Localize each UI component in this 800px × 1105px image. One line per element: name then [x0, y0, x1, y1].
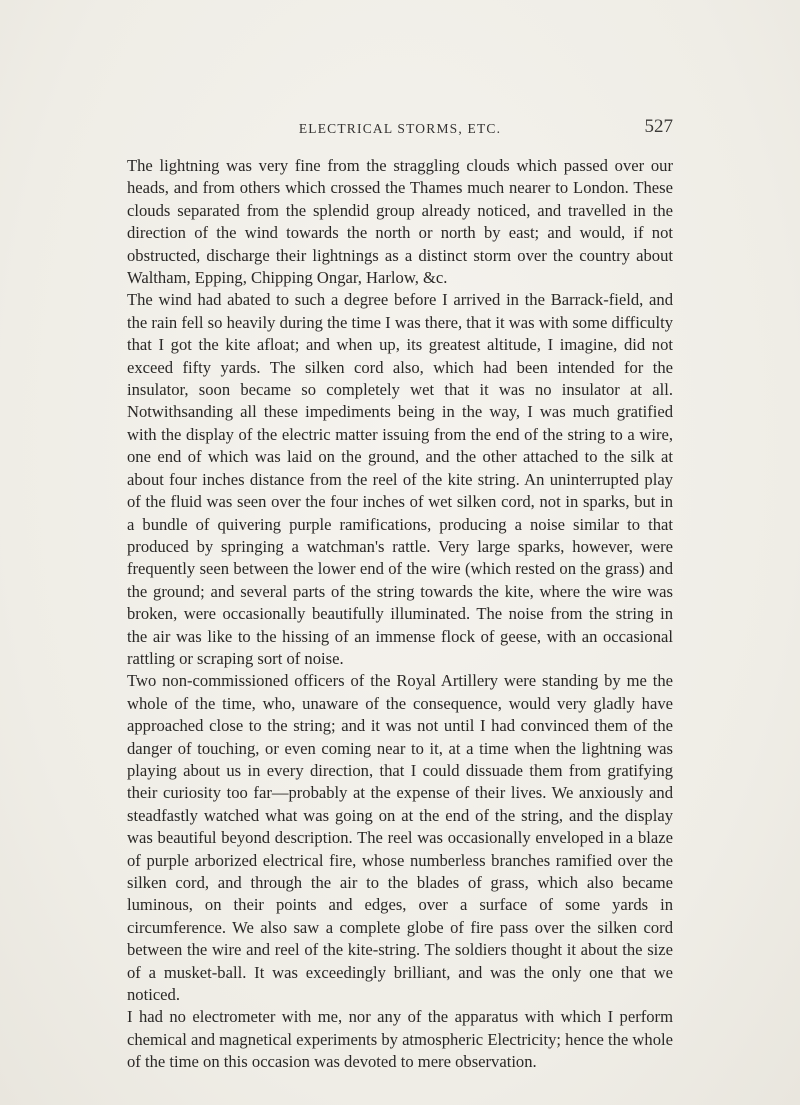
- running-head: [127, 118, 673, 142]
- paragraph: The wind had abated to such a degree before I arrived in the Barrack-field, and the rain fell so heavily during the time I was there, that it was with some difficulty that I got the kite afloat; and when up, its greatest altitude, I imagine, did not exceed fifty yards. The silken cord also, which had been intended for the insulator, soon became so completely wet that it was no insulator at all. Notwithsanding all these impediments being in the way, I was much gratified with the display of the electric matter issuing from the end of the string to a wire, one end of which was laid on the ground, and the other attached to the silk at about four inches distance from the reel of the kite string. An uninterrupted play of the fluid was seen over the four inches of wet silken cord, not in sparks, but in a bundle of quivering purple ramifications, producing a noise similar to that produced by springing a watchman's rattle. Very large sparks, however, were frequently seen between the lower end of the wire (which rested on the grass) and the ground; and several parts of the string towards the kite, where the wire was broken, were occasionally beautifully illuminated. The noise from the string in the air was like to the hissing of an immense flock of geese, with an occasional rattling or scraping sort of noise.: [127, 290, 673, 668]
- body-text: [127, 155, 673, 1074]
- paragraph: The lightning was very fine from the straggling clouds which passed over our heads, and from others which crossed the Thames much nearer to London. These clouds separated from the splendid group already noticed, and travelled in the direction of the wind towards the north or north by east; and would, if not obstructed, discharge their lightnings as a distinct storm over the country about Waltham, Epping, Chipping Ongar, Harlow, &c.: [127, 156, 673, 288]
- running-title: ELECTRICAL STORMS, ETC.: [298, 121, 502, 136]
- paragraph: I had no electrometer with me, nor any of the apparatus with which I perform chemical and magnetical experiments by atmospheric Electricity; hence the whole of the time on this occasion was devoted to mere observation.: [127, 1007, 673, 1072]
- paragraph: Two non-commissioned officers of the Royal Artillery were standing by me the whole of the time, who, unaware of the consequence, would very gladly have approached close to the string; and it was not until I had convinced them of the danger of touching, or even coming near to it, at a time when the lightning was playing about us in every direction, that I could dissuade them from gratifying their curiosity too far—probably at the expense of their lives. We anxiously and steadfastly watched what was going on at the end of the string, and the display was beautiful beyond description. The reel was occasionally enveloped in a blaze of purple arborized electrical fire, whose numberless branches ramified over the silken cord, and through the air to the blades of grass, which also became luminous, on their points and edges, over a surface of some yards in circumference. We also saw a complete globe of fire pass over the silken cord between the wire and reel of the kite-string. The soldiers thought it about the size of a musket-ball. It was exceedingly brilliant, and was the only one that we noticed.: [127, 671, 673, 1005]
- page-number: 527: [644, 116, 673, 137]
